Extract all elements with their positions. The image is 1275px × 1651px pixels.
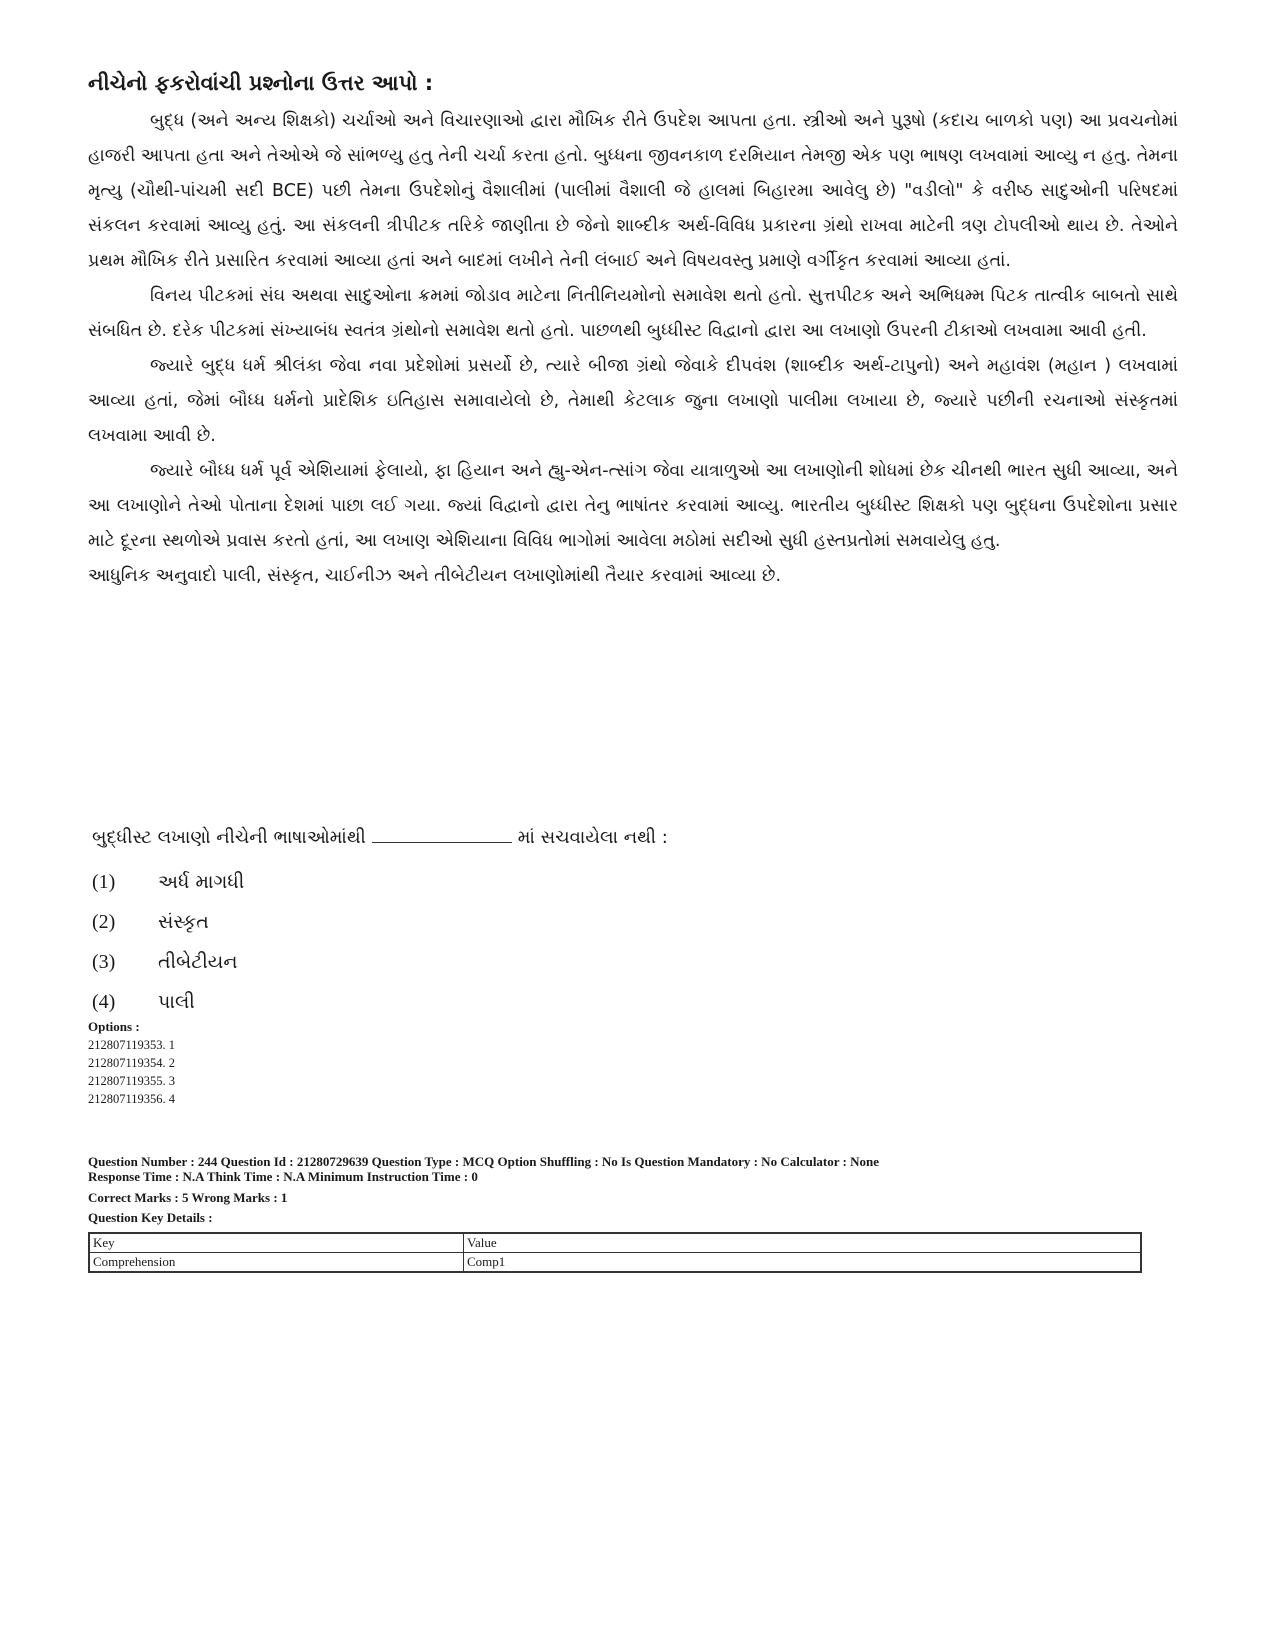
header-key: Key (89, 1233, 464, 1253)
header-value: Value (464, 1233, 1142, 1253)
choice-text: તીબેટીયન (158, 951, 238, 973)
option-ids-block (88, 1018, 175, 1108)
choice-3[interactable] (92, 942, 692, 982)
cell-key: Comprehension (89, 1253, 464, 1273)
comprehension-passage (88, 104, 1178, 594)
key-details-label: Question Key Details : (88, 1210, 213, 1225)
question-text (92, 820, 1142, 856)
passage-paragraph-4: જ્યારે બૌધ્ધ ધર્મ પૂર્વ એશિયામાં ફેલાયો, ફા હિયાન અને હ્યુ-એન-ત્સાંગ જેવા યાત્રાળુઓ આ લખાણોની શોધમાં છેક ચીનથી ભારત સુધી આવ્યા, અને આ લખાણોને તેઓ પોતાના દેશમાં પાછા લઈ ગયા. જ્યાં વિદ્વાનો દ્વારા તેનુ ભાષાંતર કરવામાં આવ્યુ. ભારતીય બુધ્ધીસ્ટ શિક્ષકો પણ બુદ્ધના ઉપદેશોના પ્રસાર માટે દૂરના સ્થળોએ પ્રવાસ કરતો હતાં, આ લખાણ એશિયાના વિવિધ ભાગોમાં આવેલા મઠોમાં સદીઓ સુધી હસ્તપ્રતોમાં સમવાયેલુ હતુ. (88, 461, 1178, 551)
option-id-4: 212807119356. 4 (88, 1092, 176, 1106)
answer-choices (92, 862, 692, 1022)
options-title: Options : (88, 1019, 140, 1034)
passage-heading: નીચેનો ફકરોવાંચી પ્રશ્નોના ઉત્તર આપો : (88, 71, 434, 95)
choice-text: સંસ્કૃત (158, 911, 209, 933)
option-id-3: 212807119355. 3 (88, 1074, 176, 1088)
answer-blank (372, 820, 512, 843)
table-row (89, 1253, 1141, 1273)
cell-value: Comp1 (464, 1253, 1142, 1273)
question-after-blank: માં સચવાયેલા નથી : (517, 827, 668, 848)
choice-number: (2) (92, 910, 116, 933)
choice-1[interactable] (92, 862, 692, 902)
option-id-2: 212807119354. 2 (88, 1056, 176, 1070)
passage-paragraph-1: બુદ્ધ (અને અન્ય શિક્ષકો) ચર્ચાઓ અને વિચારણાઓ દ્વારા મૌખિક રીતે ઉપદેશ આપતા હતા. સ્ત્રીઓ અને પુરૂષો (કદાચ બાળકો પણ) આ પ્રવચનોમાં હાજરી આપતા હતા અને તેઓએ જે સાંભળ્યુ હતુ તેની ચર્ચા કરતા હતો. બુધ્ધના જીવનકાળ દરમિયાન તેમજી એક પણ ભાષણ લખવામાં આવ્યુ ન હતુ. તેમના મૃત્યુ (ચૌથી-પાંચમી સદી BCE) પછી તેમના ઉપદેશોનું વૈશાલીમાં (પાલીમાં વૈશાલી જે હાલમાં બિહારમા આવેલુ છે) "વડીલો" કે વરીષ્ઠ સાદુઓની પરિષદમાં સંકલન કરવામાં આવ્યુ હતું. આ સંકલની ત્રીપીટક તરિકે જાણીતા છે જેનો શાબ્દીક અર્થ-વિવિધ પ્રકારના ગ્રંથો રાખવા માટેની ત્રણ ટોપલીઓ થાય છે. તેઓને પ્રથમ મૌખિક રીતે પ્રસારિત કરવામાં આવ્યા હતાં અને બાદમાં લખીને તેની લંબાઈ અને વિષયવસ્તુ પ્રમાણે વર્ગીકૃત કરવામાં આવ્યા હતાં. (88, 111, 1178, 271)
choice-number: (1) (92, 870, 116, 893)
choice-text: પાલી (158, 991, 195, 1013)
choice-number: (3) (92, 950, 116, 973)
key-details-table (88, 1232, 1142, 1273)
passage-paragraph-3: જ્યારે બુદ્ધ ધર્મ શ્રીલંકા જેવા નવા પ્રદેશોમાં પ્રસર્યો છે, ત્યારે બીજા ગ્રંથો જેવાકે દીપવંશ (શાબ્દીક અર્થ-ટાપુનો) અને મહાવંશ (મહાન ) લખવામાં આવ્યા હતાં, જેમાં બૌધ્ધ ધર્મનો પ્રાદેશિક ઇતિહાસ સમાવાયેલો છે, તેમાથી કેટલાક જુના લખાણો પાલીમા લખાયા છે, જ્યારે પછીની રચનાઓ સંસ્કૃતમાં લખવામા આવી છે. (88, 356, 1178, 446)
passage-paragraph-5: આધુનિક અનુવાદો પાલી, સંસ્કૃત, ચાઈનીઝ અને તીબેટીયન લખાણોમાંથી તૈયાર કરવામાં આવ્યા છે. (88, 566, 782, 586)
choice-2[interactable] (92, 902, 692, 942)
metadata-line-1: Question Number : 244 Question Id : 21280729639 Question Type : MCQ Option Shuffling : No Is Question Mandatory : No Calculator : None (88, 1154, 880, 1169)
question-metadata (88, 1154, 1148, 1184)
choice-number: (4) (92, 990, 116, 1013)
metadata-line-2: Response Time : N.A Think Time : N.A Minimum Instruction Time : 0 (88, 1169, 478, 1184)
choice-4[interactable] (92, 982, 692, 1022)
table-header-row (89, 1233, 1141, 1253)
passage-paragraph-2: વિનય પીટકમાં સંઘ અથવા સાદુઓના ક્રમમાં જોડાવ માટેના નિતીનિયમોનો સમાવેશ થતો હતો. સુત્તપીટક અને અભિધમ્મ પિટક તાત્વીક બાબતો સાથે સંબધિત છે. દરેક પીટકમાં સંખ્યાબંધ સ્વતંત્ર ગ્રંથોનો સમાવેશ થતો હતો. પાછળથી બુધ્ધીસ્ટ વિદ્વાનો દ્વારા આ લખાણો ઉપરની ટીકાઓ લખવામા આવી હતી. (88, 286, 1178, 341)
choice-text: અર્ધ માગધી (158, 871, 245, 893)
question-before-blank: બુદ્ધીસ્ટ લખાણો નીચેની ભાષાઓમાંથી (92, 827, 366, 848)
option-id-1: 212807119353. 1 (88, 1038, 176, 1052)
marks-info: Correct Marks : 5 Wrong Marks : 1 (88, 1190, 288, 1205)
